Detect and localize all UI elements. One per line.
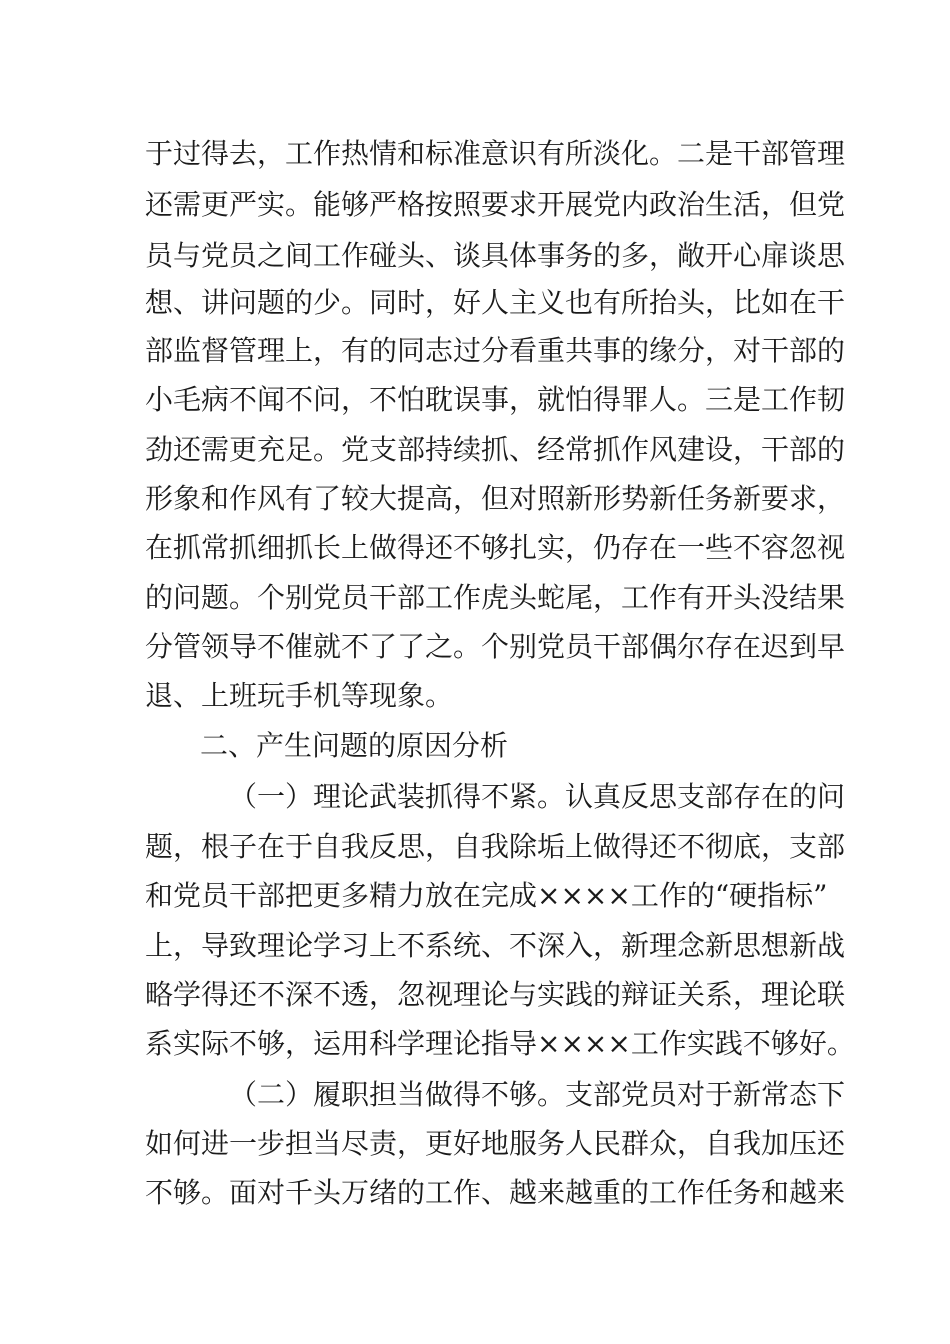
paragraph-line: 分管领导不催就不了了之。个别党员干部偶尔存在迟到早 — [145, 630, 846, 663]
paragraph-line: 系实际不够，运用科学理论指导××××工作实践不够好。 — [145, 1027, 855, 1060]
paragraph-line: 在抓常抓细抓长上做得还不够扎实，仍存在一些不容忽视 — [145, 531, 846, 564]
paragraph-line: 如何进一步担当尽责，更好地服务人民群众，自我加压还 — [145, 1127, 846, 1160]
paragraph-line: 部监督管理上，有的同志过分看重共事的缘分，对干部的 — [145, 334, 846, 367]
paragraph-line: 不够。面对千头万绪的工作、越来越重的工作任务和越来 — [145, 1176, 846, 1209]
subsection-heading-line: （二）履职担当做得不够。支部党员对于新常态下 — [229, 1078, 846, 1111]
section-heading: 二、产生问题的原因分析 — [200, 729, 509, 762]
paragraph-line: 略学得还不深不透，忽视理论与实践的辩证关系，理论联 — [145, 978, 846, 1011]
paragraph-line: 于过得去，工作热情和标准意识有所淡化。二是干部管理 — [145, 137, 846, 170]
paragraph-line: 的问题。个别党员干部工作虎头蛇尾，工作有开头没结果 — [145, 581, 846, 614]
paragraph-line: 题，根子在于自我反思，自我除垢上做得还不彻底，支部 — [145, 830, 846, 863]
paragraph-line: 上，导致理论学习上不系统、不深入，新理念新思想新战 — [145, 929, 846, 962]
paragraph-line: 劲还需更充足。党支部持续抓、经常抓作风建设，干部的 — [145, 433, 846, 466]
paragraph-line: 和党员干部把更多精力放在完成××××工作的“硬指标” — [145, 879, 828, 912]
paragraph-line: 退、上班玩手机等现象。 — [145, 679, 454, 712]
paragraph-line: 想、讲问题的少。同时，好人主义也有所抬头，比如在干 — [145, 286, 846, 319]
paragraph-line: 形象和作风有了较大提高，但对照新形势新任务新要求， — [145, 482, 846, 515]
paragraph-line: 员与党员之间工作碰头、谈具体事务的多，敞开心扉谈思 — [145, 239, 846, 272]
subsection-heading-line: （一）理论武装抓得不紧。认真反思支部存在的问 — [229, 780, 846, 813]
paragraph-line: 还需更严实。能够严格按照要求开展党内政治生活，但党 — [145, 188, 846, 221]
paragraph-line: 小毛病不闻不问，不怕耽误事，就怕得罪人。三是工作韧 — [145, 383, 846, 416]
